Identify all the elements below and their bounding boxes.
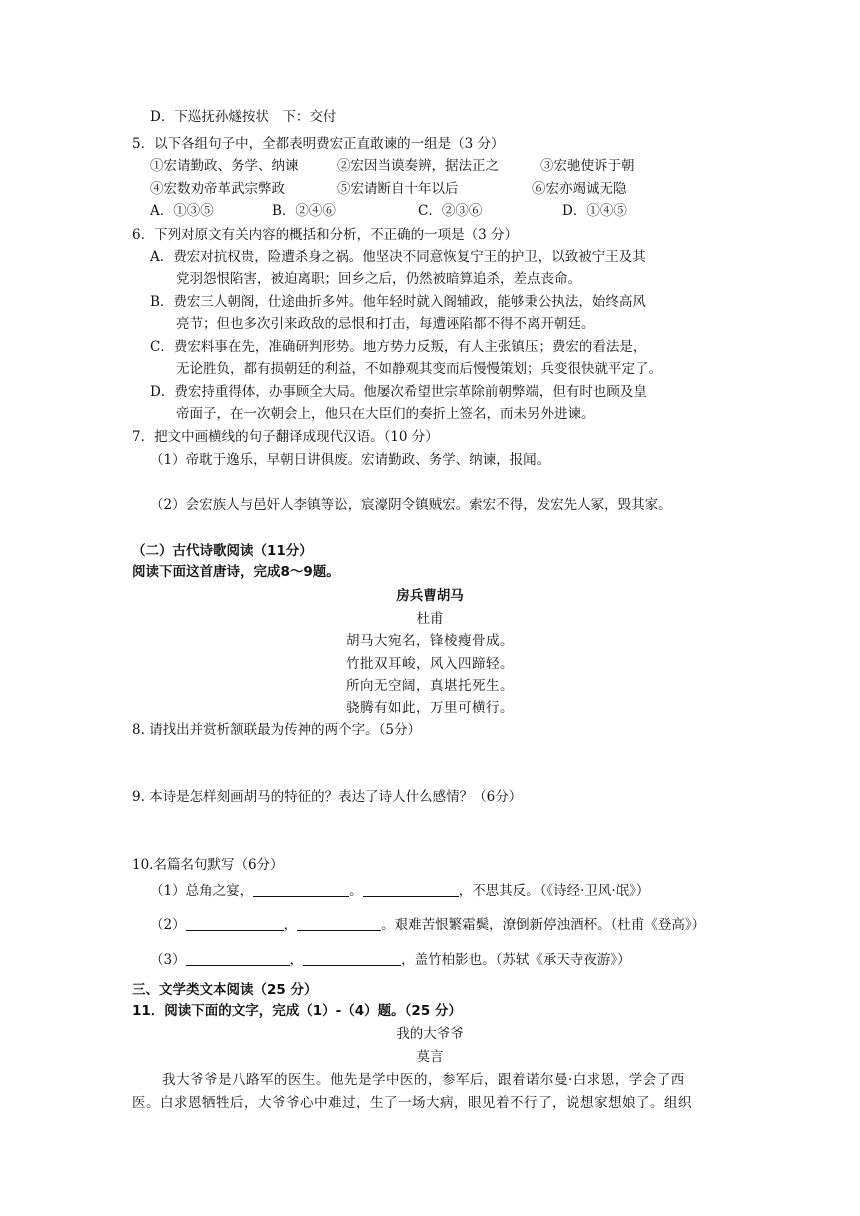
q10-item-1-blank-1[interactable] <box>253 882 349 897</box>
q10-item-3-mid: ， <box>289 952 304 968</box>
section2-instruction: 阅读下面这首唐诗，完成8～9题。 <box>132 564 340 580</box>
q6-option-b-line1: B．费宏三人朝阁，仕途曲折多舛。他年轻时就入阁辅政，能够秉公执法，始终高风 <box>150 294 646 310</box>
q4-option-d: D．下巡抚孙燧按状 下：交付 <box>150 109 337 125</box>
q10-item-1-mid: 。 <box>349 883 363 899</box>
q6-option-a-line1: A．费宏对抗权贵，险遭杀身之祸。他坚决不同意恢复宁王的护卫，以致被宁王及其 <box>150 249 646 265</box>
q6-stem: 6．下列对原文有关内容的概括和分析，不正确的一项是（3 分） <box>132 227 518 243</box>
q6-option-a-line2: 党羽怨恨陷害，被迫离职；回乡之后，仍然被暗算追杀，差点丧命。 <box>176 271 581 287</box>
q9-stem: 9. 本诗是怎样刻画胡马的特征的？表达了诗人什么感情？（6分） <box>132 789 523 805</box>
section3-heading: 三、文学类文本阅读（25 分） <box>132 982 318 998</box>
q10-item-2-blank-1[interactable] <box>186 916 284 931</box>
q10-item-3-blank-2[interactable] <box>303 951 401 966</box>
q10-item-2-suffix: 。艰难苦恨繁霜鬓，潦倒新停浊酒杯。（杜甫《登高》） <box>381 917 706 933</box>
q5-item-2: ②宏因当谟奏辨，据法正之 <box>337 158 499 174</box>
q10-item-3-blank-1[interactable] <box>186 951 290 966</box>
q10-item-1 <box>150 882 649 900</box>
q10-stem: 10.名篇名句默写（6分） <box>132 857 284 873</box>
q5-option-d: D．①④⑤ <box>562 203 627 219</box>
poem-title: 房兵曹胡马 <box>396 588 464 604</box>
q10-item-2-prefix: （2） <box>150 917 186 933</box>
q6-option-d-line2: 帝面子，在一次朝会上，他只在大臣们的奏折上签名，而未另外进谏。 <box>176 406 595 422</box>
q7-sentence-2: （2）会宏族人与邑奸人李镇等讼，宸濠阴令镇贼宏。索宏不得，发宏先人冢，毁其家。 <box>150 497 672 513</box>
q10-item-1-prefix: （1）总角之宴， <box>150 883 254 899</box>
q10-item-1-suffix: ，不思其反。（《诗经·卫风·氓》） <box>458 883 650 899</box>
q5-option-c: C．②③⑥ <box>418 203 483 219</box>
q10-item-1-blank-2[interactable] <box>363 882 459 897</box>
story-title: 我的大爷爷 <box>396 1026 464 1042</box>
q7-stem: 7．把文中画横线的句子翻译成现代汉语。（10 分） <box>132 429 439 445</box>
q5-option-b: B．②④⑥ <box>272 203 336 219</box>
q7-sentence-1: （1）帝耽于逸乐，早朝日讲俱废。宏请勤政、务学、纳谏，报闻。 <box>150 452 551 468</box>
q5-item-4: ④宏数劝帝革武宗弊政 <box>150 181 285 197</box>
q5-item-1: ①宏请勤政、务学、纳谏 <box>150 158 299 174</box>
q10-item-3-suffix: ，盖竹柏影也。（苏轼《承天寺夜游》） <box>401 952 631 968</box>
story-paragraph-line-1: 我大爷爷是八路军的医生。他先是学中医的，参军后，跟着诺尔曼·白求恩，学会了西 <box>162 1072 685 1088</box>
poem-author: 杜甫 <box>416 611 444 627</box>
q5-item-6: ⑥宏亦竭诚无隐 <box>532 181 627 197</box>
q10-item-2 <box>150 916 705 934</box>
story-paragraph-line-2: 医。白求恩牺牲后，大爷爷心中难过，生了一场大病，眼见着不行了，说想家想娘了。组织 <box>132 1095 692 1111</box>
q5-option-a: A．①③⑤ <box>150 203 214 219</box>
q6-option-c-line2: 无论胜负，都有损朝廷的利益，不如静观其变而后慢慢策划；兵变很快就平定了。 <box>176 361 662 377</box>
poem-line-1: 胡马大宛名，锋棱瘦骨成。 <box>346 633 514 649</box>
q10-item-3-prefix: （3） <box>150 952 186 968</box>
q10-item-2-mid: ， <box>283 917 298 933</box>
q5-stem: 5．以下各组句子中，全都表明费宏正直敢谏的一组是（3 分） <box>132 136 505 152</box>
poem-line-4: 骁腾有如此，万里可横行。 <box>346 700 514 716</box>
q10-item-2-blank-2[interactable] <box>297 916 381 931</box>
q5-item-3: ③宏驰使诉于朝 <box>540 158 635 174</box>
poem-line-2: 竹批双耳峻，风入四蹄轻。 <box>346 656 514 672</box>
q8-stem: 8. 请找出并赏析颔联最为传神的两个字。（5分） <box>132 722 422 738</box>
q6-option-b-line2: 亮节；但也多次引来政敌的忌恨和打击，每遭诬陷都不得不离开朝廷。 <box>176 316 595 332</box>
q10-item-3 <box>150 951 631 969</box>
poem-line-3: 所向无空阔，真堪托死生。 <box>346 678 514 694</box>
story-author: 莫言 <box>416 1049 444 1065</box>
q6-option-c-line1: C．费宏料事在先，准确研判形势。地方势力反叛，有人主张镇压；费宏的看法是， <box>150 339 647 355</box>
q6-option-d-line1: D．费宏持重得体，办事顾全大局。他屡次希望世宗革除前朝弊端，但有时也顾及皇 <box>150 384 647 400</box>
q11-stem: 11．阅读下面的文字，完成（1）-（4）题。（25 分） <box>132 1003 462 1019</box>
q5-item-5: ⑤宏请断自十年以后 <box>337 181 459 197</box>
section2-heading: （二）古代诗歌阅读（11分） <box>132 543 313 559</box>
